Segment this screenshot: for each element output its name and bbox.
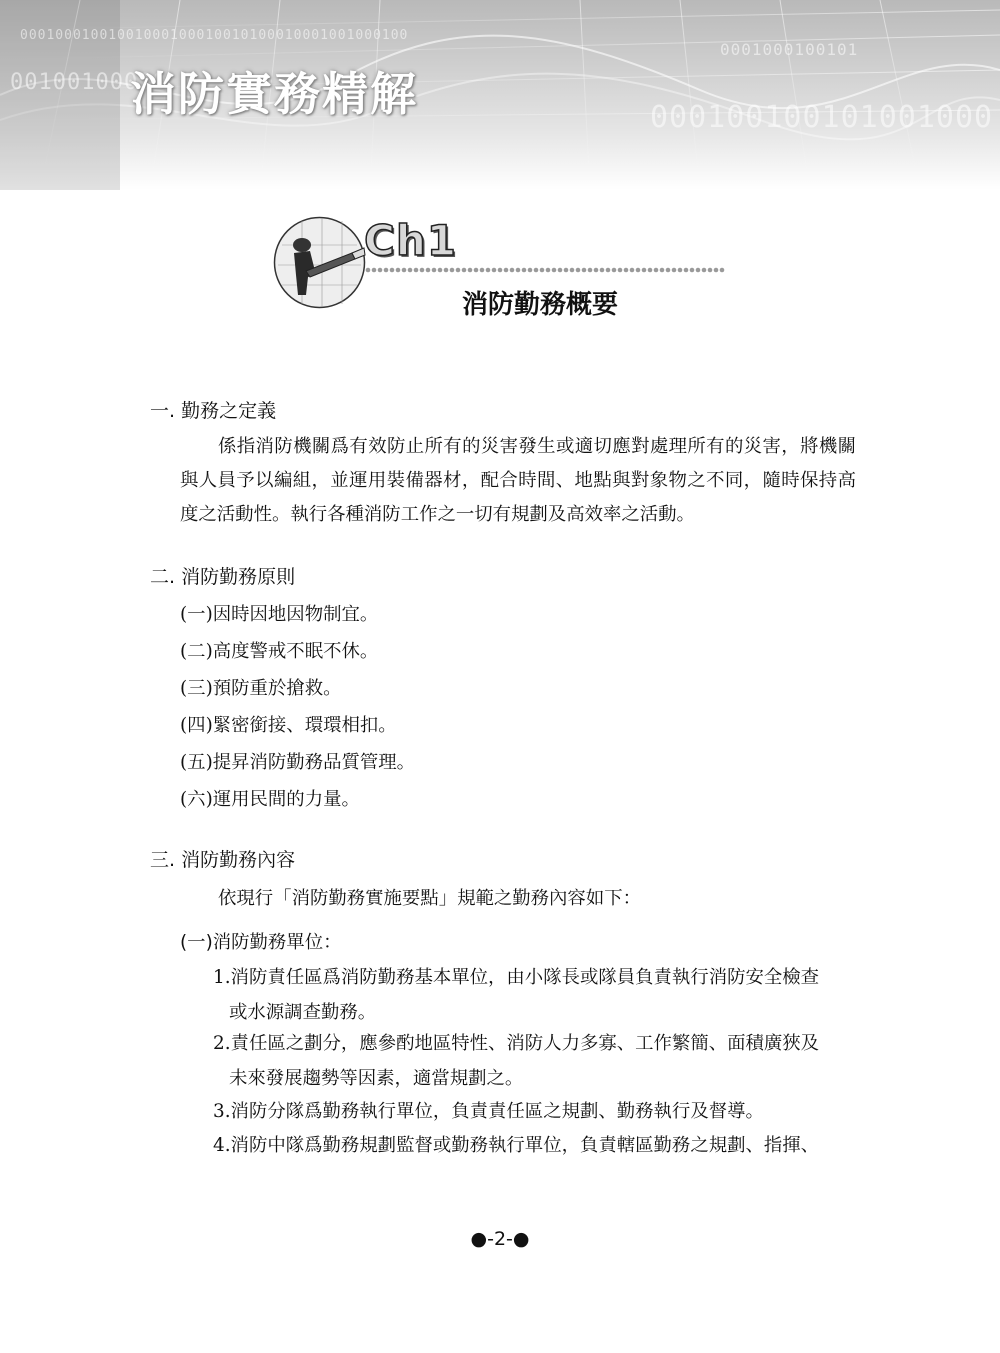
item-text-continued: 或水源調查勤務。	[229, 1002, 377, 1023]
numbered-item	[213, 1128, 858, 1163]
divider-dot	[480, 268, 485, 273]
divider-dot	[594, 268, 599, 273]
divider-dot	[534, 268, 539, 273]
book-title: 消防實務精解	[130, 67, 418, 121]
divider-dot	[582, 268, 587, 273]
divider-dot	[630, 268, 635, 273]
sub-heading: (一)消防勤務單位：	[180, 932, 342, 953]
divider-dot	[522, 268, 527, 273]
divider-dot	[714, 268, 719, 273]
section-heading: 三. 消防勤務內容	[150, 849, 296, 871]
item-text: 責任區之劃分，應參酌地區特性、消防人力多寡、工作繁簡、面積廣狹及	[230, 1033, 820, 1054]
item-number: 2.	[213, 1033, 231, 1054]
divider-dot	[420, 268, 425, 273]
item-text: 消防責任區爲消防勤務基本單位，由小隊長或隊員負責執行消防安全檢查	[230, 967, 820, 988]
chapter-number: Ch1	[364, 216, 457, 265]
divider-dot	[546, 268, 551, 273]
divider-dot	[450, 268, 455, 273]
item-number: 4.	[213, 1135, 231, 1156]
divider-dot	[504, 268, 509, 273]
divider-dot	[642, 268, 647, 273]
divider-dot	[372, 268, 377, 273]
list-item: (二)高度警戒不眠不休。	[180, 641, 379, 662]
divider-dot	[408, 268, 413, 273]
divider-dot	[570, 268, 575, 273]
divider-dot	[684, 268, 689, 273]
divider-dot	[618, 268, 623, 273]
definition-paragraph: 係指消防機關爲有效防止所有的災害發生或適切應對處理所有的災害，將機關與人員予以編組，並運用裝備器材，配合時間、地點與對象物之不同，隨時保持高度之活動性。執行各種消防工作之一切有規劃及高效率之活動。	[180, 436, 856, 525]
dotted-divider	[364, 265, 729, 275]
item-text-continued: 未來發展趨勢等因素，適當規劃之。	[229, 1068, 524, 1089]
divider-dot	[564, 268, 569, 273]
divider-dot	[498, 268, 503, 273]
numbered-item	[213, 960, 858, 1030]
divider-dot	[528, 268, 533, 273]
divider-dot	[666, 268, 671, 273]
divider-dot	[444, 268, 449, 273]
binary-pattern: 00100100010	[10, 70, 167, 95]
divider-dot	[606, 268, 611, 273]
divider-dot	[516, 268, 521, 273]
binary-pattern: 0001000100101	[720, 40, 859, 59]
divider-dot	[456, 268, 461, 273]
divider-dot	[486, 268, 491, 273]
divider-dot	[708, 268, 713, 273]
firefighter-emblem-icon	[272, 215, 367, 310]
divider-dot	[624, 268, 629, 273]
section-heading: 一. 勤務之定義	[150, 400, 277, 422]
chapter-title: 消防勤務概要	[462, 290, 619, 320]
numbered-item	[213, 1026, 858, 1096]
divider-dot	[390, 268, 395, 273]
list-item: (六)運用民間的力量。	[180, 789, 360, 810]
divider-dot	[366, 268, 371, 273]
intro-text: 依現行「消防勤務實施要點」規範之勤務內容如下：	[218, 888, 641, 909]
divider-dot	[612, 268, 617, 273]
binary-pattern: 000100100101001000	[650, 100, 994, 135]
divider-dot	[396, 268, 401, 273]
list-item: (四)緊密銜接、環環相扣。	[180, 715, 397, 736]
divider-dot	[672, 268, 677, 273]
binary-pattern: 00010001001001000100010010100010001001000100	[20, 28, 409, 43]
item-number: 1.	[213, 967, 231, 988]
divider-dot	[600, 268, 605, 273]
divider-dot	[432, 268, 437, 273]
divider-dot	[702, 268, 707, 273]
divider-dot	[636, 268, 641, 273]
divider-dot	[468, 268, 473, 273]
list-item: (三)預防重於搶救。	[180, 678, 342, 699]
divider-dot	[654, 268, 659, 273]
divider-dot	[414, 268, 419, 273]
divider-dot	[552, 268, 557, 273]
item-text: 消防中隊爲勤務規劃監督或勤務執行單位，負責轄區勤務之規劃、指揮、	[230, 1135, 820, 1156]
divider-dot	[576, 268, 581, 273]
section-heading: 二. 消防勤務原則	[150, 566, 296, 588]
header-banner	[0, 0, 1000, 190]
divider-dot	[696, 268, 701, 273]
divider-dot	[678, 268, 683, 273]
numbered-item	[213, 1094, 858, 1129]
divider-dot	[384, 268, 389, 273]
divider-dot	[690, 268, 695, 273]
page-number: ●-2-●	[470, 1228, 530, 1250]
divider-dot	[660, 268, 665, 273]
list-item: (五)提昇消防勤務品質管理。	[180, 752, 416, 773]
divider-dot	[378, 268, 383, 273]
divider-dot	[720, 268, 725, 273]
divider-dot	[474, 268, 479, 273]
divider-dot	[438, 268, 443, 273]
divider-dot	[588, 268, 593, 273]
divider-dot	[462, 268, 467, 273]
list-item: (一)因時因地因物制宜。	[180, 604, 379, 625]
divider-dot	[558, 268, 563, 273]
divider-dot	[540, 268, 545, 273]
item-text: 消防分隊爲勤務執行單位，負責責任區之規劃、勤務執行及督導。	[230, 1101, 764, 1122]
divider-dot	[402, 268, 407, 273]
divider-dot	[426, 268, 431, 273]
divider-dot	[492, 268, 497, 273]
divider-dot	[648, 268, 653, 273]
item-number: 3.	[213, 1101, 231, 1122]
divider-dot	[510, 268, 515, 273]
